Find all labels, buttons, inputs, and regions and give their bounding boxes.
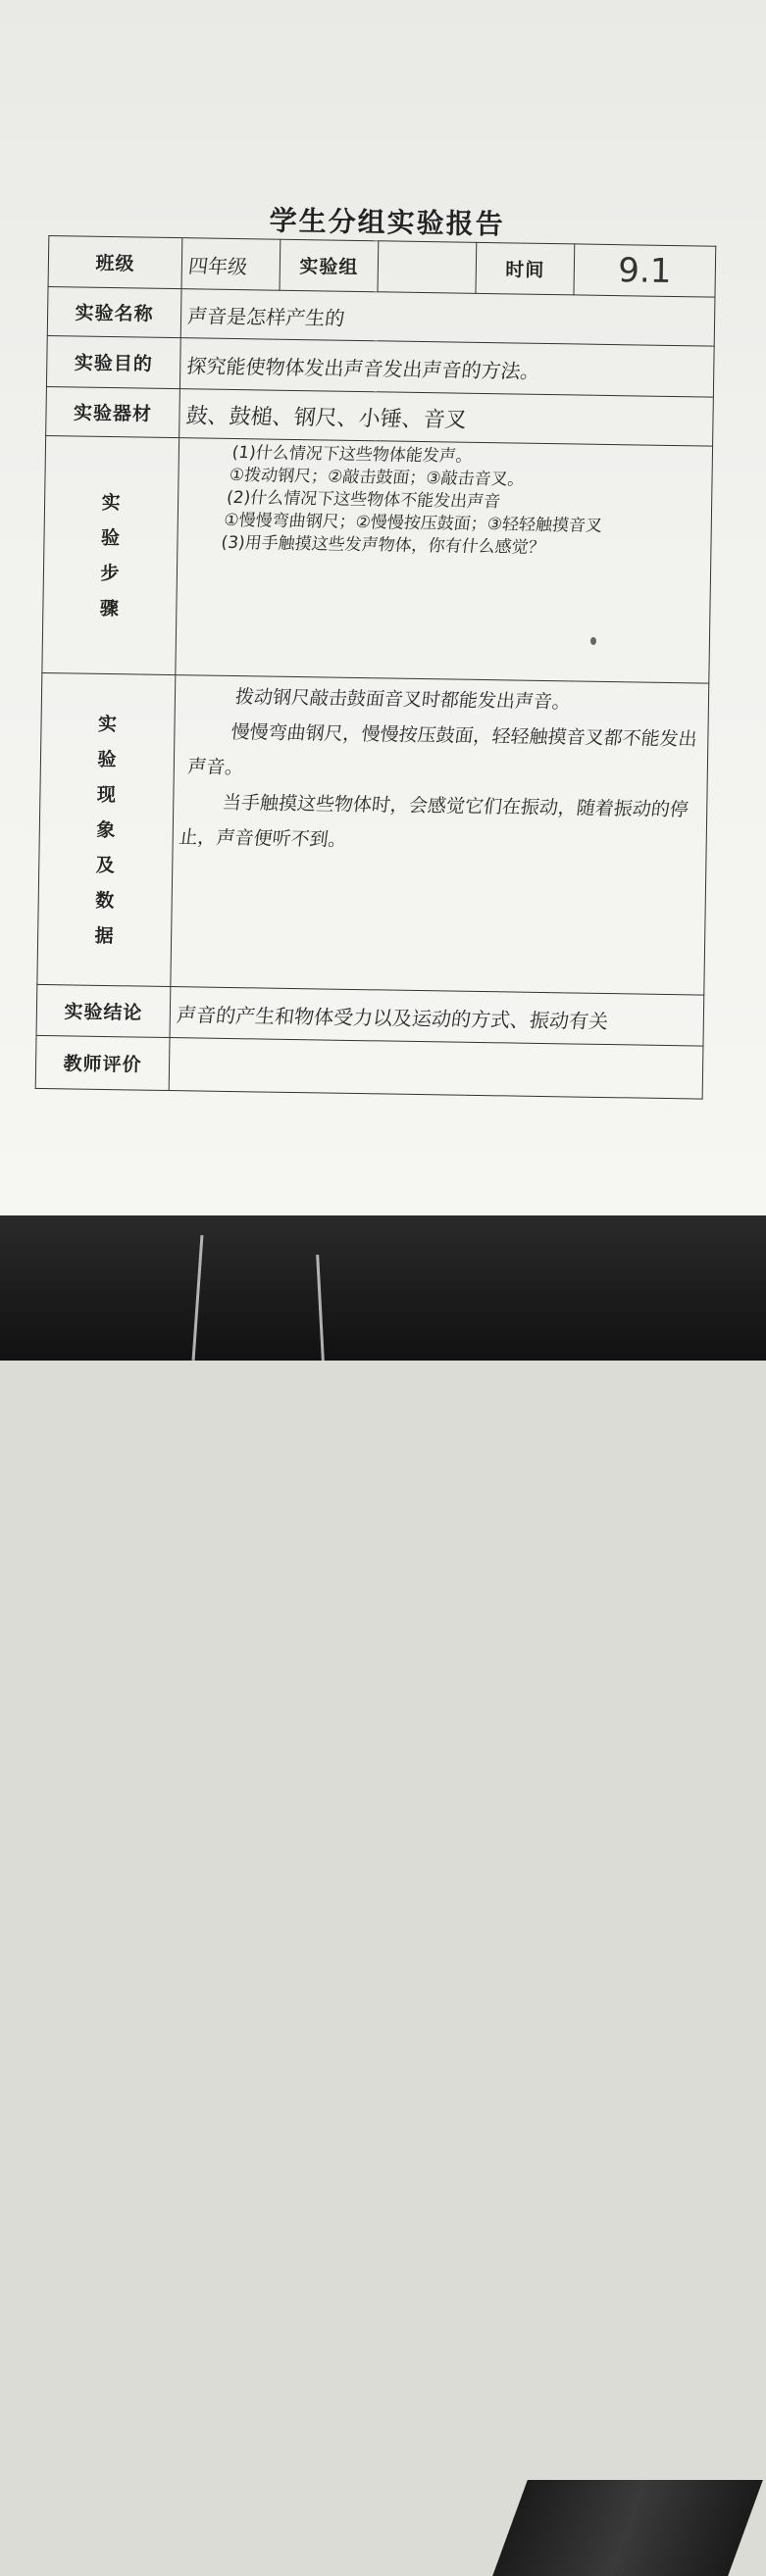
report-title: 学生分组实验报告	[269, 204, 505, 241]
class-value: 四年级	[179, 238, 282, 290]
name-label: 实验名称	[47, 286, 181, 337]
phenomena-label	[37, 672, 176, 986]
phenomena-label-char: 验	[97, 748, 118, 770]
evaluation-value	[166, 1038, 705, 1099]
row-evaluation	[35, 1035, 703, 1099]
class-label: 班级	[48, 236, 182, 289]
stitch-line	[316, 1255, 325, 1361]
step-line: (3)用手触摸这些发声物体，你有什么感觉？	[219, 531, 546, 557]
phenomena-paragraph: 当手触摸这些物体时，会感觉它们在振动，随着振动的停止，声音便听不到。	[177, 790, 689, 850]
phenomena-label-char: 实	[97, 713, 119, 735]
steps-value	[163, 438, 725, 683]
time-value: 9.1	[574, 244, 716, 297]
group-value	[375, 241, 479, 293]
ink-spot	[590, 637, 596, 645]
phenomena-label-char: 数	[95, 889, 116, 912]
step-line: ①慢慢弯曲钢尺；②慢慢按压鼓面；③轻轻触摸音叉	[222, 509, 603, 535]
steps-label-char: 实	[101, 491, 122, 514]
stitch-line	[192, 1235, 204, 1361]
phenomena-label-char: 现	[96, 783, 118, 806]
time-label: 时间	[476, 242, 575, 295]
row-phenomena	[37, 672, 709, 995]
phenomena-label-char: 象	[96, 818, 117, 841]
conclusion-label: 实验结论	[36, 984, 171, 1037]
phenomena-value	[154, 675, 725, 995]
steps-label-char: 步	[100, 562, 121, 584]
steps-label-char: 验	[100, 526, 122, 549]
evaluation-label: 教师评价	[35, 1035, 170, 1090]
conclusion-value: 声音的产生和物体受力以及运动的方式、振动有关	[167, 987, 706, 1046]
report-sheet	[34, 196, 726, 1118]
steps-label-char: 骤	[99, 597, 121, 619]
purpose-label: 实验目的	[46, 335, 180, 388]
report-table	[35, 235, 717, 1100]
step-line: (2)什么情况下这些物体不能发出声音	[225, 486, 501, 512]
step-line: ①拨动钢尺；②敲击鼓面；③敲击音叉。	[228, 464, 526, 489]
step-line: (1)什么情况下这些物体能发声。	[230, 441, 474, 466]
materials-value: 鼓、鼓槌、钢尺、小锤、音叉	[177, 389, 716, 446]
steps-label	[42, 435, 179, 674]
row-steps	[42, 435, 713, 683]
dark-fabric-background	[0, 1215, 766, 1361]
phenomena-label-char: 据	[94, 924, 115, 947]
group-label: 实验组	[280, 239, 379, 292]
purpose-value: 探究能使物体发出声音发出声音的方法。	[178, 338, 717, 397]
phenomena-paragraph: 拨动钢尺敲击鼓面音叉时都能发出声音。	[233, 685, 572, 713]
materials-label: 实验器材	[46, 386, 180, 437]
name-value: 声音是怎样产生的	[179, 289, 718, 346]
phenomena-paragraph: 慢慢弯曲钢尺，慢慢按压鼓面，轻轻触摸音叉都不能发出声音。	[185, 719, 698, 778]
fabric-fold	[492, 2480, 763, 2576]
phenomena-label-char: 及	[95, 854, 116, 876]
